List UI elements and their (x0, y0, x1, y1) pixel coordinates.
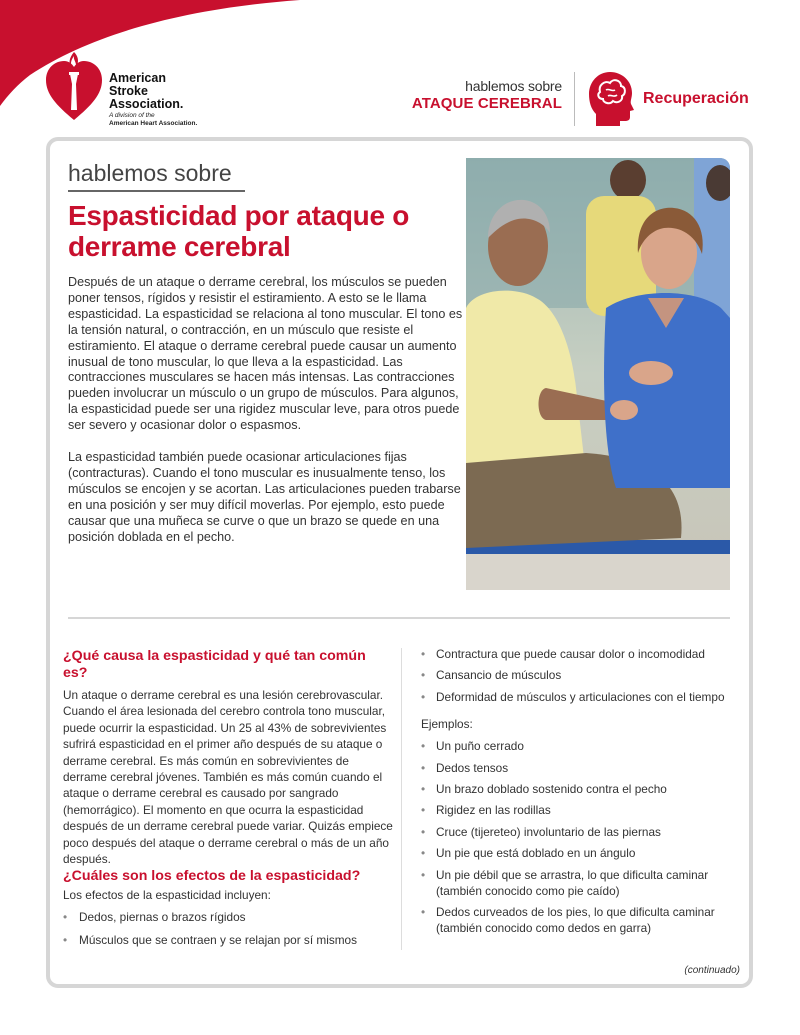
series-label (412, 78, 562, 112)
examples-label: Ejemplos: (421, 717, 473, 731)
effect-item: • Contractura que puede causar dolor o incomodidad (421, 647, 741, 663)
org-name: American Stroke Association. (109, 71, 184, 111)
effect-item: • Dedos, piernas o brazos rígidos (63, 910, 246, 925)
intro-text (68, 275, 463, 546)
effect-item: • Cansancio de músculos (421, 668, 741, 684)
asa-logo[interactable] (44, 50, 214, 130)
title-prefix-underline (68, 190, 245, 192)
header-divider (574, 72, 575, 126)
effect-item: • Deformidad de músculos y articulaciones con el tiempo (421, 690, 741, 706)
continued-note: (continuado) (684, 965, 740, 976)
series-title: ATAQUE CEREBRAL (411, 95, 562, 112)
example-item: • Cruce (tijereteo) involuntario de las piernas (421, 825, 741, 841)
intro-paragraph: Después de un ataque o derrame cerebral, los músculos se pueden poner tensos, rígidos y resistir el estiramiento. A esto se le llama espasticidad. La espasticidad se relaciona al tono muscular. El tono es la tensión natural, o contracción, en un músculo que resiste el estiramiento. El ataque o derrame cerebral puede causar un aumento inusual de tono muscular, lo que lleva a la espasticidad. Las contracciones musculares se hacen más intensas. Las contracciones pueden involucrar un músculo o un grupo de músculos. Para algunos, la espasticidad puede ser una rigidez muscular leve, para otros puede ser severo y ocasionar dolor o espasmos. (68, 275, 463, 433)
column-divider (401, 648, 402, 950)
org-affiliation: A division of the American Heart Association. (109, 112, 198, 127)
example-item: • Un pie que está doblado en un ángulo (421, 846, 741, 862)
example-item: • Un brazo doblado sostenido contra el pecho (421, 782, 741, 798)
title-prefix: hablemos sobre (68, 160, 232, 186)
effects-lead: Los efectos de la espasticidad incluyen: (63, 888, 271, 902)
causes-text: Un ataque o derrame cerebral es una lesión cerebrovascular. Cuando el área lesionada del cerebro controla tono muscular, puede ocurrir la espasticidad. Un 25 al 43% de sobrevivientes sufrirá espasticidad en el primer año después de su ataque o derrame cerebral. Es más común en sobrevivientes de derrame cerebral jóvenes. También es más común cuando el ataque o derrame cerebral es causado por sangrado (hemorrágico). El momento en que ocurra la espasticidad después de un derrame cerebral puede variar. Quizás empiece poco después del ataque o derrame cerebral o más de un año después. (63, 688, 393, 867)
head-brain-icon (588, 70, 634, 126)
example-item: • Un pie débil que se arrastra, lo que dificulta caminar (también conocido como pie caído) (421, 868, 741, 899)
example-item: • Dedos curveados de los pies, lo que dificulta caminar (también conocido como dedos en garra) (421, 905, 741, 936)
effect-item: • Músculos que se contraen y se relajan por sí mismos (63, 933, 357, 948)
intro-paragraph: La espasticidad también puede ocasionar articulaciones fijas (contracturas). Cuando el tono muscular es inusualmente tenso, los músculos se encojen y se acortan. Las articulaciones pueden trabarse en una posición y ser muy difícil moverlas. Por ejemplo, esto puede causar que una muñeca se curve o que un brazo se quede en una posición doblada en el pecho. (68, 450, 461, 544)
category-label: Recuperación (643, 90, 749, 107)
section-divider (68, 617, 730, 619)
therapy-photo (466, 158, 730, 590)
example-item: • Un puño cerrado (421, 739, 741, 755)
heart-torch-icon (44, 50, 104, 122)
series-small: hablemos sobre (465, 78, 562, 94)
section-heading-effects: ¿Cuáles son los efectos de la espasticidad? (63, 868, 361, 884)
example-item: • Rigidez en las rodillas (421, 803, 741, 819)
section-heading-causes: ¿Qué causa la espasticidad y qué tan común es? (63, 648, 366, 681)
example-item: • Dedos tensos (421, 761, 741, 777)
page-title: Espasticidad por ataque o derrame cerebral (68, 200, 410, 262)
